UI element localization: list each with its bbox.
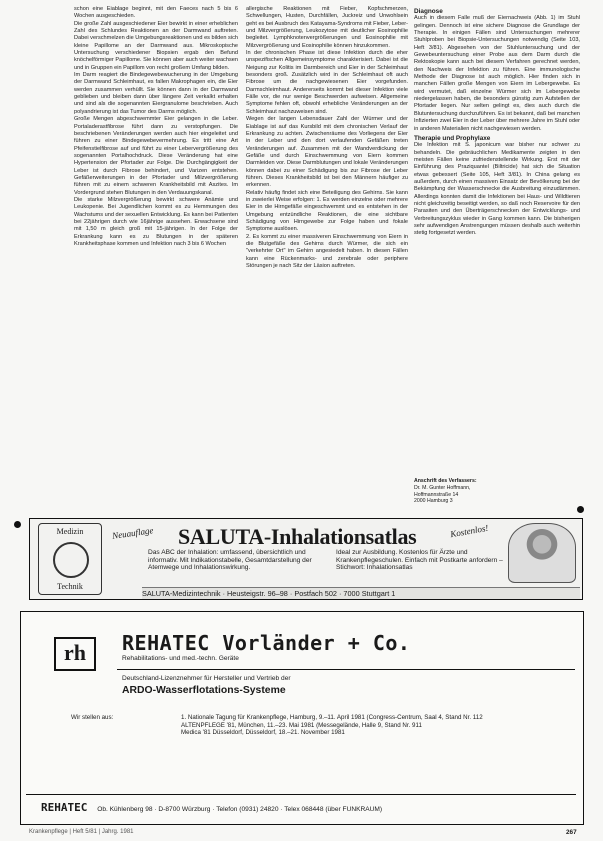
address-label: Anschrift des Verfassers: [414, 478, 477, 484]
list-item: Medica '81 Düsseldorf, Düsseldorf, 18.–21. November 1981 [181, 729, 345, 737]
text-column-3 [414, 6, 580, 418]
new-edition-label: Neuauflage [111, 525, 154, 541]
event-list [181, 714, 573, 737]
ad-address: SALUTA-Medizintechnik · Heusteigstr. 96–98 · Postfach 502 · 7000 Stuttgart 1 [142, 589, 396, 598]
ad-text-left: Das ABC der Inhalation: umfassend, übersichtlich und informativ. Mit Indikationstabelle, Gesamtdarstellung der Atemwege und Inhalationswirkung. [148, 549, 312, 572]
address-line: Hoffmannstraße 14 [414, 491, 459, 498]
binding-hole-icon [14, 521, 21, 528]
paragraph: 2. Es kommt zu einer massiveren Einschwemmung von Eiern in die Blutgefäße des Gehirns durch Würmer, die sich ein "verkehrter Ort" im Gehirn angesiedelt haben. In diesen Fällen kann eine Rückenmarks- und zerebrale oder periphere Störungen je nach Sitz der Läsion auftreten. [246, 233, 408, 270]
ad-text-right: Ideal zur Ausbildung. Kostenlos für Ärzte und Krankenpflegeschulen. Einfach mit Postkarte anfordern – Stichwort: Inhalationsatlas [336, 549, 503, 572]
ad-title: SALUTA-Inhalationsatlas [178, 524, 417, 549]
paragraph: In der chronischen Phase ist diese Infektion durch die eher unspezifischen Allgemeinsymptome charakterisiert. Dabei ist die Neigung zur Kolitis im Darmbereich und Eier in der Schleimhaut besonders groß. Zusätzlich wird in der Schleimhaut oft auch Fibrose um die nachgewiesenen Eier vorgefunden. Darmschleimhaut. Andererseits kommt bei dieser Infektion viele Fälle vor, die nur wenige Beschwerden aufweisen. Allgemeine Symptome fehlen oft, obwohl erhebliche Veränderungen an der Schleimhaut nachzuweisen sind. [246, 50, 408, 115]
page-number: 267 [566, 829, 577, 836]
text-column-2 [246, 6, 408, 512]
product-name: ARDO-Wasserflotations-Systeme [122, 685, 286, 696]
paragraph: schon eine Eiablage beginnt, mit den Faeces nach 5 bis 6 Wochen ausgeschieden. [74, 6, 238, 20]
divider [26, 794, 576, 795]
paragraph: Die große Zahl ausgeschiedener Eier bewirkt in einer erheblichen Zahl des Schlundes Reaktionen an der Darmwand auftreten. Dabei verschmelzen die Umgebungsreaktionen und es bilden sich kleine Papillome an der Darmwand aus. Mikroskopische Untersuchung verschiedener Biopsien ergab den Befund knöchelförmiger Papillome. Sie können aber auch weiter wachsen und in Gruppen ein Papillom von recht großem Umfang bilden. [74, 20, 238, 71]
paragraph: allergische Reaktionen mit Fieber, Kopfschmerzen, Schwellungen, Husten, Durchfällen, Juckreiz und Unwohlsein geht es bei Ausbruch des Katayama-Syndroms mit Fieber, Leber- und Milzvergrößerung, Leukozytose mit deutlicher Eosinophilie begleitet. Lymphknotenvergrößerungen und Eosinophilie mit Milzvergrößerung und Eosinophilie können hinzukommen. [246, 6, 408, 49]
paragraph: Auch in diesem Falle muß der Eiernachweis (Abb. 1) im Stuhl gelingen. Dennoch ist eine sichere Diagnose die Grundlage der Therapie. In einigen Fällen sind Untersuchungen mehrerer Stuhlproben bei Biopsie-Untersuchungen notwendig (Seite 103, Heft 3/81). Abgesehen von der Stuhluntersuchung und der Gewebeuntersuchung einer Probe aus dem Darm durch die Rektoskopie kann auch bei diesem Verfahren gerechnet werden, den Nachweis der Infektion zu führen. Eine immunologische Methode der Diagnose ist auch möglich. Hier finden sich in manchen Fällen große Mengen von Eiern im Lebergewebe. Es wird vermutet, daß einzelne Würmer sich im Lebergewebe niedergelassen haben, die besonders günstig zum Aufstellen der Pfortader liegen. Nur selten gelingt es, dies auch durch die Blutuntersuchung durchzuführen. Es ist bekannt, daß bei manchen Infizierten zwei Eier in der Leber über mehrere Jahre im Stuhl oder in anderen Materialien nicht nachgewiesen werden. [414, 15, 580, 132]
paragraph: Die starke Milzvergrößerung bewirkt schwere Anämie und Leukopenie. Bei Jugendlichen kommt es zu Hemmungen des Wachstums und der sexuellen Entwicklung. Es kann bei Patienten bei 22jährigen durch wie 16jährige aussehen. Erwachsene sind mit 1,50 m gleich groß mit 15-jährigen. In der Folge der Erkrankung kann es zu Blutungen in der späteren Krankheitsphase kommen und Infektion nach 3 bis 6 Wochen [74, 196, 238, 247]
saluta-advertisement [29, 518, 583, 600]
end-mark-icon [577, 506, 584, 513]
free-label: Kostenlos! [449, 522, 490, 540]
section-heading: Therapie und Prophylaxe [414, 134, 491, 142]
footer-contact: Ob. Kühlenberg 98 · D-8700 Würzburg · Telefon (0931) 24820 · Telex 068448 (über FUNKRAUM) [97, 806, 383, 813]
list-item: ALTENPFLEGE '81, München, 11.–23. Mai 1981 (Messegelände, Halle 9, Stand Nr. 911 [181, 721, 422, 729]
license-text: Deutschland-Lizenznehmer für Hersteller und Vertrieb der [122, 675, 291, 682]
paragraph: Wegen der langen Lebensdauer Zahl der Würmer und der Eiablage ist auf das Kursbild mit dem chronischen Verlauf der Erkrankung zu achten. Zwischenräume des Vorliegens der Eier in der Leber und den dort verlaufenden Gefäßen treten Veränderungen auf. Zusammen mit der Wandverdickung der Gefäße und durch Einschwemmung von Eiern kommen Darmleiden vor. Diese Darmblutungen und lokale Veränderungen können dabei zu einer Schädigung bis zur Fibrose der Leber führen. Dieses Krankheitsbild ist bei den Männern häufiger zu erkennen. [246, 116, 408, 189]
paragraph: Die Infektion mit S. japonicum war bisher nur schwer zu behandeln. Die gebräuchlichen Medikamente zeigten in den meisten Fällen keine zufriedenstellende Wirkung. Erst mit der Einführung des Praziquantel (Biltricide) hat sich die Situation etwas gebessert (Seite 105, Heft 3/81). In China gelang es außerdem, durch einen massiven Einsatz der Bevölkerung bei der Bekämpfung der Wasserschnecke die Ausbreitung einzudämmen. Allerdings konnten damit die Infektionen bei Haus- und Wildtieren nicht gleichzeitig beseitigt werden, so daß noch Reservoire für den Parasiten und den Überträgerschnecken der Entwicklungs- und Verbreitungszyklus wieder in Gang kommen kann. Die bisherigen sehr aufwendigen Anstrengungen müssen deshalb auch weiterhin stetig fortgesetzt werden. [414, 142, 580, 237]
ad-address-bar [142, 587, 580, 599]
anatomy-figure-icon [508, 523, 576, 583]
divider [117, 669, 575, 670]
footer-brand: REHATEC [41, 801, 88, 814]
section-heading: Diagnose [414, 8, 443, 15]
paragraph: Große Mengen abgeschwemmter Eier gelangen in die Leber. Portaladerastfibrose führt dann zu verstopfungen. Die beschriebenen Veränderungen werden auch hier eingeleitet und führen zu einer Bindegewebevermehrung. Es tritt eine Art Pfeifenstielfibrose auf und führt zu einer Lebervergrößerung des sogenannten Portalhochdruck. Diese Veränderung hat eine Hypertension der Pfortader zur Folge. Die Durchgängigkeit der Leber ist durch Fibrose behindert, und Varizen entstehen. Gefäßerweiterungen in der Pfortader und Milzvergrößerung führen mit zu einem schweren Krankheitsbild mit Aszites. Im Vordergrund stehen Blutungen in den Verdauungskanal. [74, 116, 238, 196]
logo-text-bottom: Technik [57, 582, 83, 591]
text-column-1 [74, 6, 238, 512]
company-subtitle: Rehabilitations- und med.-techn. Geräte [122, 655, 239, 662]
rehatec-logo: rh [54, 637, 96, 671]
running-footer: Krankenpflege | Heft 5/81 | Jahrg. 1981 [29, 829, 134, 835]
logo-text-top: Medizin [56, 527, 84, 536]
medizin-technik-logo [38, 523, 102, 595]
paragraph: Relativ häufig findet sich eine Beteiligung des Gehirns. Sie kann in zweierlei Weise erfolgen: 1. Es werden einzelne oder mehrere Eier in die Hirngefäße eingeschwemmt und es entstehen in der Umgebung entzündliche Reaktionen, die eine sichtbare Schädigung von Hirngewebe zur Folge haben und fokale Symptome auslösen. [246, 189, 408, 233]
logo-ring-icon [53, 542, 89, 578]
list-item: 1. Nationale Tagung für Krankenpflege, Hamburg, 9.–11. April 1981 (Congress-Centrum, Saal 4, Stand Nr. 112 [181, 714, 483, 721]
author-address [414, 478, 534, 505]
company-footer [41, 801, 382, 814]
rehatec-advertisement [20, 611, 584, 825]
address-line: 2000 Hamburg 3 [414, 498, 453, 505]
paragraph: Im Darm reagiert die Bindegewebewucherung in der Umgebung der Darmwand Schleimhaut, es fallen Makrophagen ein, die Eier werden zusammen verhüllt. Sie können dann in der Darmwand geblieben und bleiben dann über längere Zeit verkalkt erhalten und sind als die sogenannten Eiergranulome beschrieben. Auch polyandrierung ist das Tumor des Darms möglich. [74, 72, 238, 115]
address-line: Dr. M. Gunter Hoffmann, [414, 484, 471, 491]
exhibitors-label: Wir stellen aus: [71, 714, 114, 721]
company-name: REHATEC Vorländer + Co. [122, 631, 411, 655]
